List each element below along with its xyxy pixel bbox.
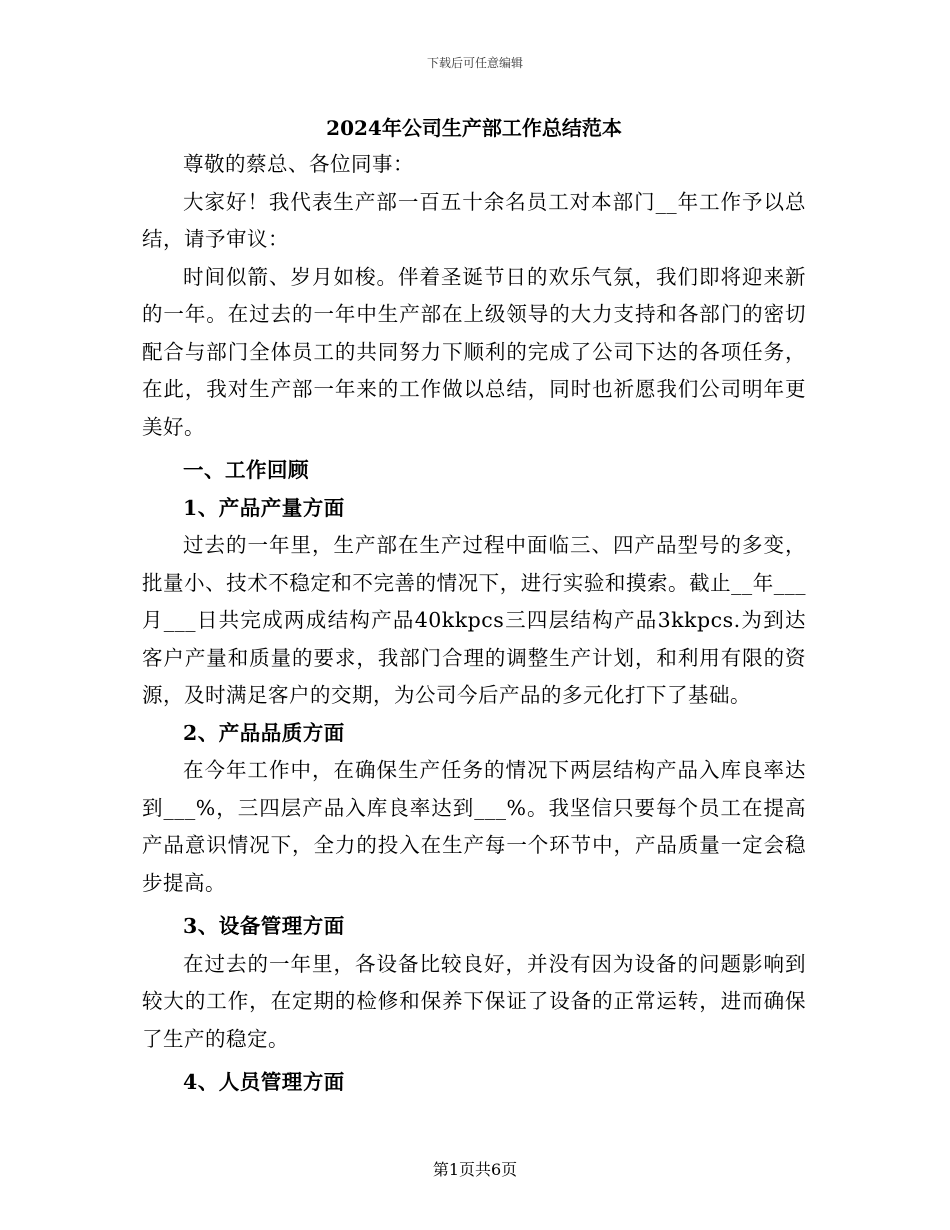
equipment-paragraph: 在过去的一年里，各设备比较良好，并没有因为设备的问题影响到较大的工作，在定期的检修和保养下保证了设备的正常运转，进而确保了生产的稳定。 (142, 951, 806, 1051)
subheading-personnel: 4、人员管理方面 (183, 1070, 345, 1094)
opening-paragraph: 时间似箭、岁月如梭。伴着圣诞节日的欢乐气氛，我们即将迎来新的一年。在过去的一年中生产部在上级领导的大力支持和各部门的密切配合与部门全体员工的共同努力下顺利的完成了公司下达的各项任务，在此，我对生产部一年来的工作做以总结，同时也祈愿我们公司明年更美好。 (142, 264, 806, 439)
subheading-output: 1、产品产量方面 (183, 495, 345, 520)
page-header-note: 下载后可任意编辑 (426, 56, 523, 70)
document-title: 2024年公司生产部工作总结范本 (326, 116, 622, 140)
section-heading-work-review: 一、工作回顾 (183, 458, 309, 482)
subheading-quality: 2、产品品质方面 (183, 720, 345, 745)
intro-paragraph: 大家好！我代表生产部一百五十余名员工对本部门__年工作予以总结，请予审议： (142, 189, 806, 251)
quality-paragraph: 在今年工作中，在确保生产任务的情况下两层结构产品入库良率达到___%，三四层产品入库良率达到___%。我坚信只要每个员工在提高产品意识情况下，全力的投入在生产每一个环节中，产品质量一定会稳步提高。 (142, 758, 806, 895)
output-paragraph: 过去的一年里，生产部在生产过程中面临三、四产品型号的多变，批量小、技术不稳定和不完善的情况下，进行实验和摸索。截止__年___月___日共完成两成结构产品40kkpcs三四层结构产品3kkpcs.为到达客户产量和质量的要求，我部门合理的调整生产计划，和利用有限的资源，及时满足客户的交期，为公司今后产品的多元化打下了基础。 (142, 533, 806, 707)
document-body (142, 112, 806, 1102)
subheading-equipment: 3、设备管理方面 (183, 914, 345, 938)
salutation: 尊敬的蔡总、各位同事： (183, 152, 414, 176)
page-number-footer: 第1页共6页 (432, 1160, 518, 1179)
